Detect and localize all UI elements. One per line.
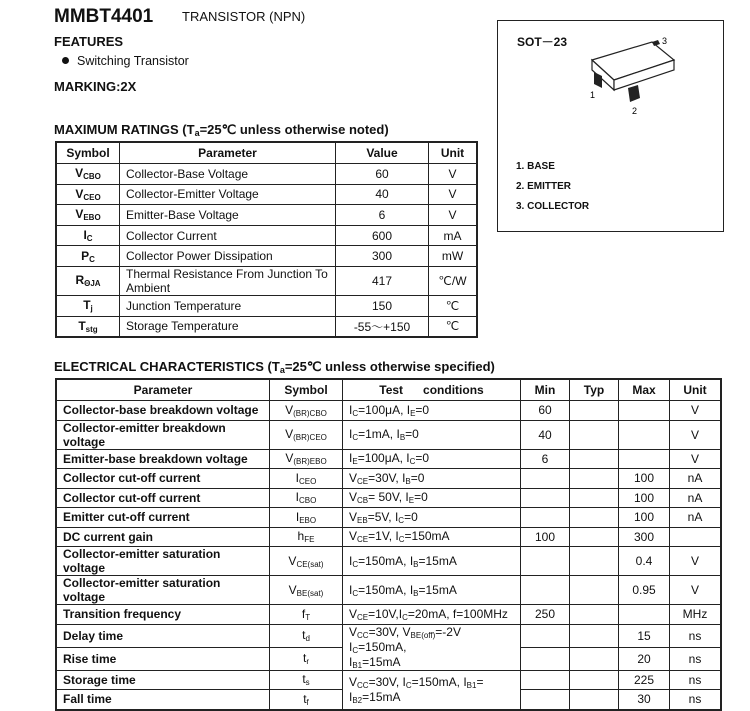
max-cell: 15: [619, 624, 670, 647]
condition-cell: $V_{CC}=30V$, $I_C=150mA$, $I_{B1}= I_{B2}=15mA$: [343, 670, 521, 710]
unit-cell: ℃/W: [429, 266, 478, 295]
condition-cell: $V_{CB}= 50V$, $I_E=0$: [343, 488, 521, 508]
condition-cell: $V_{CE}=1V$, $I_C=150mA$: [343, 527, 521, 547]
pin-3: 3. COLLECTOR: [516, 201, 590, 212]
typ-cell: [570, 527, 619, 547]
table-row: [56, 401, 721, 421]
parameter-cell: Storage time: [56, 670, 270, 690]
unit-cell: V: [429, 205, 478, 226]
min-cell: [521, 647, 570, 670]
typ-cell: [570, 449, 619, 469]
parameter-cell: Collector-emitter saturation voltage: [56, 576, 270, 605]
bullet-icon: [62, 57, 69, 64]
col-header: Parameter: [56, 379, 270, 401]
pin-1: 1. BASE: [516, 161, 555, 172]
max-cell: 0.4: [619, 547, 670, 576]
sot23-package-drawing: [582, 32, 682, 117]
symbol-cell: $V_{CBO}$: [56, 164, 120, 185]
parameter-cell: DC current gain: [56, 527, 270, 547]
unit-cell: [670, 527, 722, 547]
max-cell: 100: [619, 469, 670, 489]
value-cell: 150: [336, 295, 429, 316]
condition-cell: $I_C=1mA$, $I_B=0$: [343, 420, 521, 449]
unit-cell: V: [429, 164, 478, 185]
value-cell: -55〜+150: [336, 316, 429, 337]
symbol-cell: $t_s$: [270, 670, 343, 690]
unit-cell: ℃: [429, 316, 478, 337]
table-row: [56, 488, 721, 508]
typ-cell: [570, 420, 619, 449]
symbol-cell: $V_{(BR)EBO}$: [270, 449, 343, 469]
unit-cell: nA: [670, 488, 722, 508]
max-cell: 300: [619, 527, 670, 547]
parameter-cell: Collector cut-off current: [56, 469, 270, 489]
table-row: [56, 670, 721, 690]
value-cell: 6: [336, 205, 429, 226]
condition-cell: $I_C=150mA$, $I_B=15mA$: [343, 547, 521, 576]
unit-cell: ℃: [429, 295, 478, 316]
unit-cell: nA: [670, 508, 722, 528]
parameter-cell: Collector-Emitter Voltage: [120, 184, 336, 205]
typ-cell: [570, 670, 619, 690]
condition-cell: $V_{CE}=30V$, $I_B=0$: [343, 469, 521, 489]
symbol-cell: $V_{(BR)CEO}$: [270, 420, 343, 449]
min-cell: 250: [521, 605, 570, 625]
table-row: [56, 184, 477, 205]
unit-cell: ns: [670, 624, 722, 647]
table-row: [56, 295, 477, 316]
typ-cell: [570, 547, 619, 576]
unit-cell: V: [670, 420, 722, 449]
marking: MARKING:2X: [54, 79, 137, 94]
max-cell: [619, 420, 670, 449]
col-header: Min: [521, 379, 570, 401]
typ-cell: [570, 508, 619, 528]
table-row: [56, 469, 721, 489]
unit-cell: V: [429, 184, 478, 205]
max-cell: [619, 401, 670, 421]
max-cell: 20: [619, 647, 670, 670]
col-header: Symbol: [56, 142, 120, 164]
pin-label: 1: [590, 90, 596, 100]
col-header: Symbol: [270, 379, 343, 401]
max-ratings-table: [55, 141, 478, 338]
value-cell: 417: [336, 266, 429, 295]
condition-cell: $V_{EB}=5V$, $I_C=0$: [343, 508, 521, 528]
parameter-cell: Collector-emitter breakdown voltage: [56, 420, 270, 449]
unit-cell: V: [670, 401, 722, 421]
parameter-cell: Delay time: [56, 624, 270, 647]
symbol-cell: $V_{BE(sat)}$: [270, 576, 343, 605]
electrical-title: ELECTRICAL CHARACTERISTICS ($T_a=25℃$ unless otherwise specified): [54, 359, 495, 375]
parameter-cell: Junction Temperature: [120, 295, 336, 316]
symbol-cell: $t_r$: [270, 647, 343, 670]
typ-cell: [570, 605, 619, 625]
symbol-cell: $P_C$: [56, 246, 120, 267]
package-name: SOT－23: [517, 35, 568, 49]
unit-cell: V: [670, 576, 722, 605]
condition-cell: $I_C=150mA$, $I_B=15mA$: [343, 576, 521, 605]
condition-cell: $V_{CC}=30V$, $V_{BE(off)}=-2V$ $I_C=150mA$, $I_{B1}=15mA$: [343, 624, 521, 670]
feature-item: [62, 54, 189, 68]
table-row: [56, 576, 721, 605]
parameter-cell: Emitter-Base Voltage: [120, 205, 336, 226]
table-row: [56, 624, 721, 647]
table-row: [56, 266, 477, 295]
table-row: [56, 225, 477, 246]
symbol-cell: $V_{CE(sat)}$: [270, 547, 343, 576]
table-row: [56, 316, 477, 337]
parameter-cell: Collector-Base Voltage: [120, 164, 336, 185]
max-cell: [619, 605, 670, 625]
table-header-row: [56, 379, 721, 401]
value-cell: 40: [336, 184, 429, 205]
parameter-cell: Emitter cut-off current: [56, 508, 270, 528]
parameter-cell: Rise time: [56, 647, 270, 670]
value-cell: 600: [336, 225, 429, 246]
unit-cell: ns: [670, 647, 722, 670]
pin-2: 2. EMITTER: [516, 181, 572, 192]
symbol-cell: $T_j$: [56, 295, 120, 316]
parameter-cell: Collector-emitter saturation voltage: [56, 547, 270, 576]
symbol-cell: $V_{CEO}$: [56, 184, 120, 205]
unit-cell: V: [670, 547, 722, 576]
min-cell: [521, 508, 570, 528]
symbol-cell: $T_{stg}$: [56, 316, 120, 337]
table-row: [56, 449, 721, 469]
parameter-cell: Storage Temperature: [120, 316, 336, 337]
col-header: Max: [619, 379, 670, 401]
table-row: [56, 164, 477, 185]
col-header: Typ: [570, 379, 619, 401]
max-cell: [619, 449, 670, 469]
pin-label: 3: [662, 36, 668, 46]
parameter-cell: Collector-base breakdown voltage: [56, 401, 270, 421]
table-row: [56, 246, 477, 267]
col-header: Value: [336, 142, 429, 164]
min-cell: 6: [521, 449, 570, 469]
electrical-table: [55, 378, 722, 711]
table-row: [56, 605, 721, 625]
feature-text: Switching Transistor: [77, 54, 189, 68]
typ-cell: [570, 469, 619, 489]
max-cell: 30: [619, 690, 670, 710]
symbol-cell: $h_{FE}$: [270, 527, 343, 547]
symbol-cell: $V_{(BR)CBO}$: [270, 401, 343, 421]
min-cell: 60: [521, 401, 570, 421]
value-cell: 300: [336, 246, 429, 267]
typ-cell: [570, 624, 619, 647]
col-header: Unit: [429, 142, 478, 164]
part-number: MMBT4401: [54, 6, 154, 27]
table-row: [56, 420, 721, 449]
typ-cell: [570, 401, 619, 421]
unit-cell: ns: [670, 670, 722, 690]
max-cell: 225: [619, 670, 670, 690]
symbol-cell: $I_{CEO}$: [270, 469, 343, 489]
parameter-cell: Collector cut-off current: [56, 488, 270, 508]
parameter-cell: Collector Current: [120, 225, 336, 246]
symbol-cell: $t_d$: [270, 624, 343, 647]
typ-cell: [570, 690, 619, 710]
unit-cell: mA: [429, 225, 478, 246]
unit-cell: nA: [670, 469, 722, 489]
max-cell: 100: [619, 488, 670, 508]
unit-cell: V: [670, 449, 722, 469]
symbol-cell: $R_{\Theta JA}$: [56, 266, 120, 295]
max-cell: 100: [619, 508, 670, 528]
unit-cell: mW: [429, 246, 478, 267]
parameter-cell: Fall time: [56, 690, 270, 710]
unit-cell: MHz: [670, 605, 722, 625]
symbol-cell: $I_{CBO}$: [270, 488, 343, 508]
table-row: [56, 527, 721, 547]
condition-cell: $V_{CE}=10V,I_C=20mA$, f=100MHz: [343, 605, 521, 625]
parameter-cell: Emitter-base breakdown voltage: [56, 449, 270, 469]
typ-cell: [570, 576, 619, 605]
col-header: Unit: [670, 379, 722, 401]
min-cell: [521, 488, 570, 508]
condition-cell: $I_E=100\mu A$, $I_C=0$: [343, 449, 521, 469]
min-cell: [521, 469, 570, 489]
symbol-cell: $V_{EBO}$: [56, 205, 120, 226]
table-header-row: [56, 142, 477, 164]
min-cell: [521, 547, 570, 576]
min-cell: 40: [521, 420, 570, 449]
value-cell: 60: [336, 164, 429, 185]
min-cell: [521, 624, 570, 647]
typ-cell: [570, 488, 619, 508]
max-cell: 0.95: [619, 576, 670, 605]
col-header: Parameter: [120, 142, 336, 164]
col-header: Test conditions: [343, 379, 521, 401]
table-row: [56, 508, 721, 528]
features-heading: FEATURES: [54, 34, 124, 49]
condition-cell: $I_C=100\mu A$, $I_E=0$: [343, 401, 521, 421]
min-cell: [521, 690, 570, 710]
min-cell: 100: [521, 527, 570, 547]
transistor-type: TRANSISTOR (NPN): [182, 9, 306, 24]
parameter-cell: Thermal Resistance From Junction To Ambient: [120, 266, 336, 295]
min-cell: [521, 576, 570, 605]
table-row: [56, 205, 477, 226]
symbol-cell: $f_T$: [270, 605, 343, 625]
symbol-cell: $I_C$: [56, 225, 120, 246]
unit-cell: ns: [670, 690, 722, 710]
min-cell: [521, 670, 570, 690]
parameter-cell: Collector Power Dissipation: [120, 246, 336, 267]
symbol-cell: $I_{EBO}$: [270, 508, 343, 528]
parameter-cell: Transition frequency: [56, 605, 270, 625]
pin-label: 2: [632, 106, 638, 116]
symbol-cell: $t_f$: [270, 690, 343, 710]
max-ratings-title: MAXIMUM RATINGS ($T_a=25℃$ unless otherwise noted): [54, 122, 389, 138]
table-row: [56, 547, 721, 576]
typ-cell: [570, 647, 619, 670]
